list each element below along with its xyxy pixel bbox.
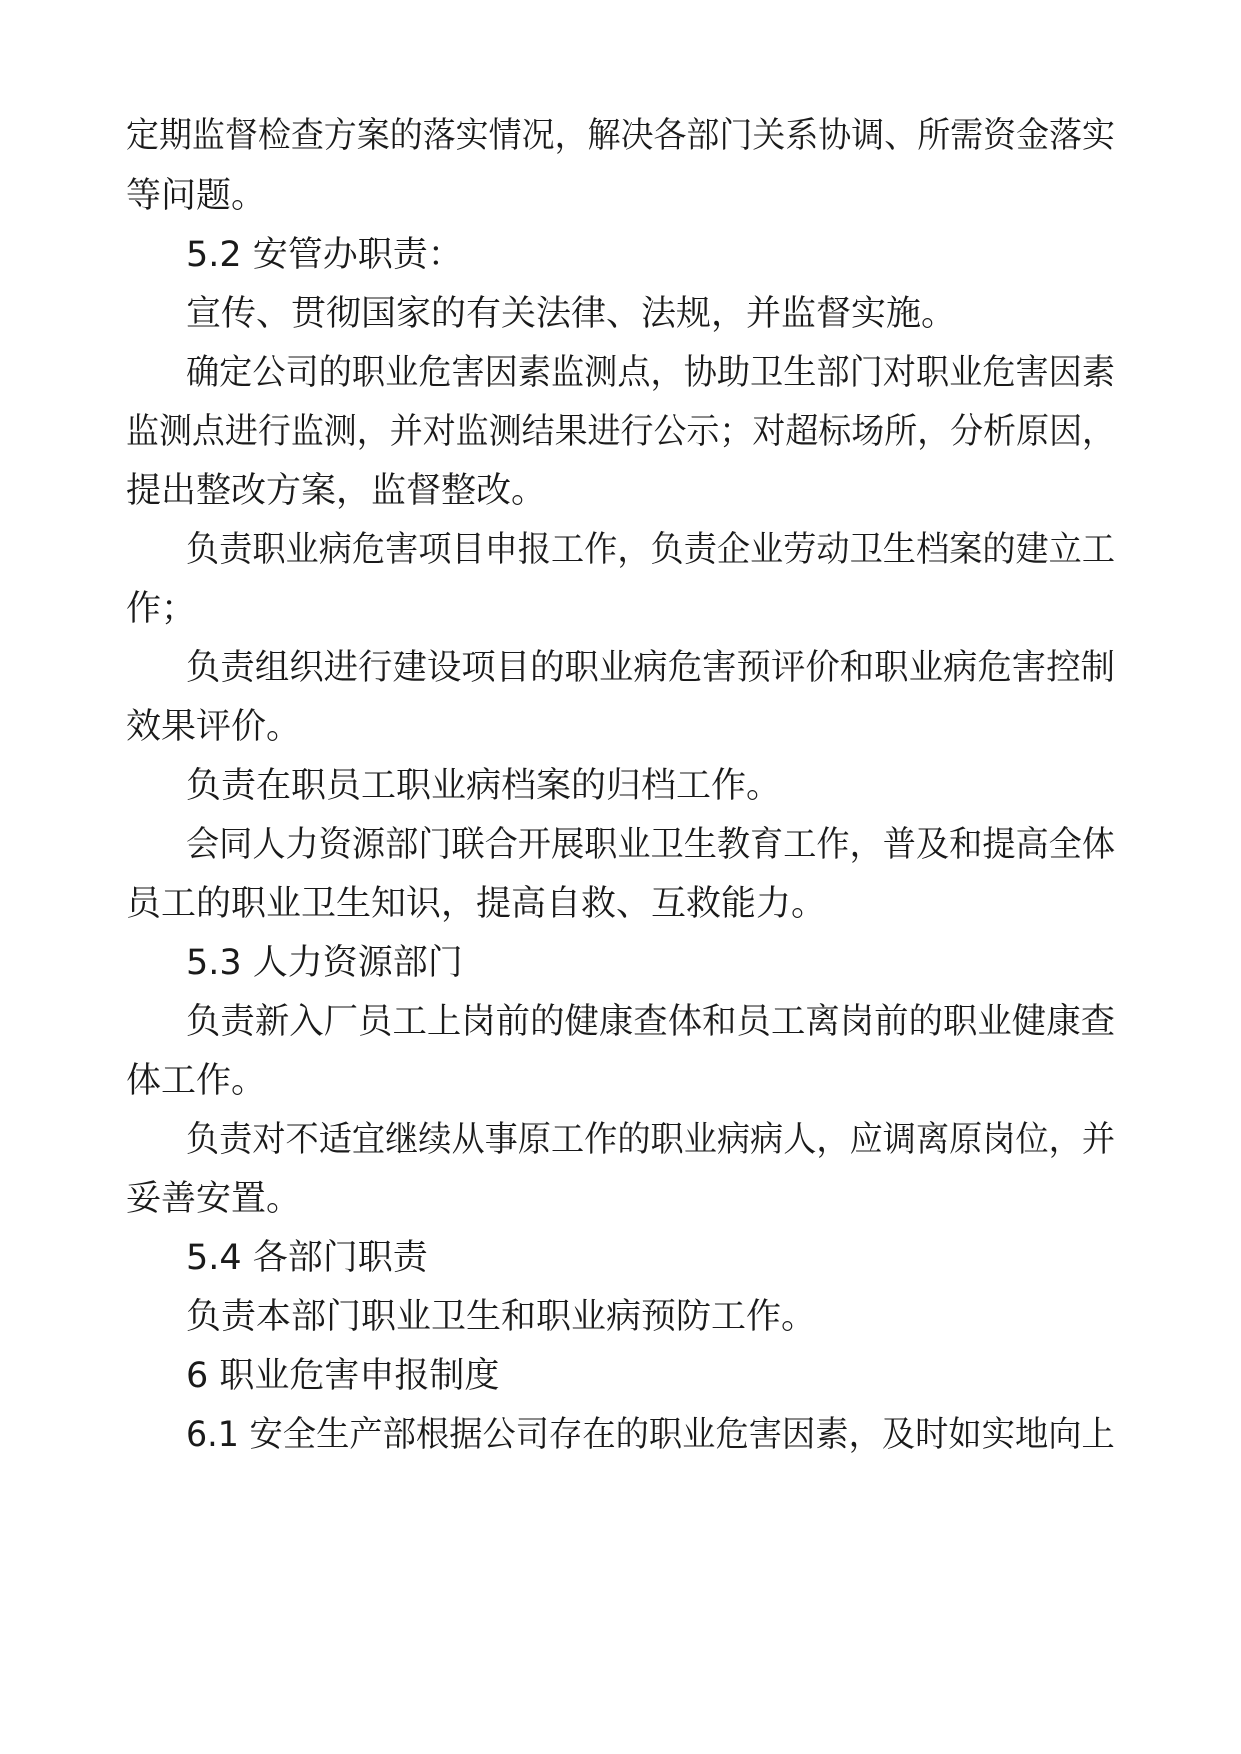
section-heading: 5.4 各部门职责 xyxy=(186,1238,428,1278)
text-line: 负责对不适宜继续从事原工作的职业病病人，应调离原岗位，并 xyxy=(186,1120,1116,1160)
text-line: 提出整改方案，监督整改。 xyxy=(126,471,547,511)
text-line: 效果评价。 xyxy=(126,707,302,747)
text-line: 体工作。 xyxy=(126,1061,267,1101)
text-line: 负责在职员工职业病档案的归档工作。 xyxy=(186,766,782,806)
section-heading: 6 职业危害申报制度 xyxy=(186,1356,500,1396)
text-line: 定期监督检查方案的落实情况，解决各部门关系协调、所需资金落实 xyxy=(126,116,1116,156)
text-line: 负责职业病危害项目申报工作，负责企业劳动卫生档案的建立工 xyxy=(186,530,1116,570)
text-line: 等问题。 xyxy=(126,176,267,216)
text-line: 负责新入厂员工上岗前的健康查体和员工离岗前的职业健康查 xyxy=(186,1002,1116,1042)
section-heading: 5.2 安管办职责： xyxy=(186,235,463,275)
text-line: 宣传、贯彻国家的有关法律、法规，并监督实施。 xyxy=(186,294,957,334)
text-line: 员工的职业卫生知识，提高自救、互救能力。 xyxy=(126,884,827,924)
text-line: 监测点进行监测，并对监测结果进行公示；对超标场所，分析原因， xyxy=(126,412,1116,452)
text-line: 负责组织进行建设项目的职业病危害预评价和职业病危害控制 xyxy=(186,648,1116,688)
text-line: 作； xyxy=(126,589,197,629)
text-line: 负责本部门职业卫生和职业病预防工作。 xyxy=(186,1297,817,1337)
text-line: 确定公司的职业危害因素监测点，协助卫生部门对职业危害因素 xyxy=(186,353,1116,393)
text-line: 会同人力资源部门联合开展职业卫生教育工作，普及和提高全体 xyxy=(186,825,1116,865)
text-line: 6.1 安全生产部根据公司存在的职业危害因素，及时如实地向上 xyxy=(186,1415,1115,1455)
section-heading: 5.3 人力资源部门 xyxy=(186,943,463,983)
text-line: 妥善安置。 xyxy=(126,1179,302,1219)
